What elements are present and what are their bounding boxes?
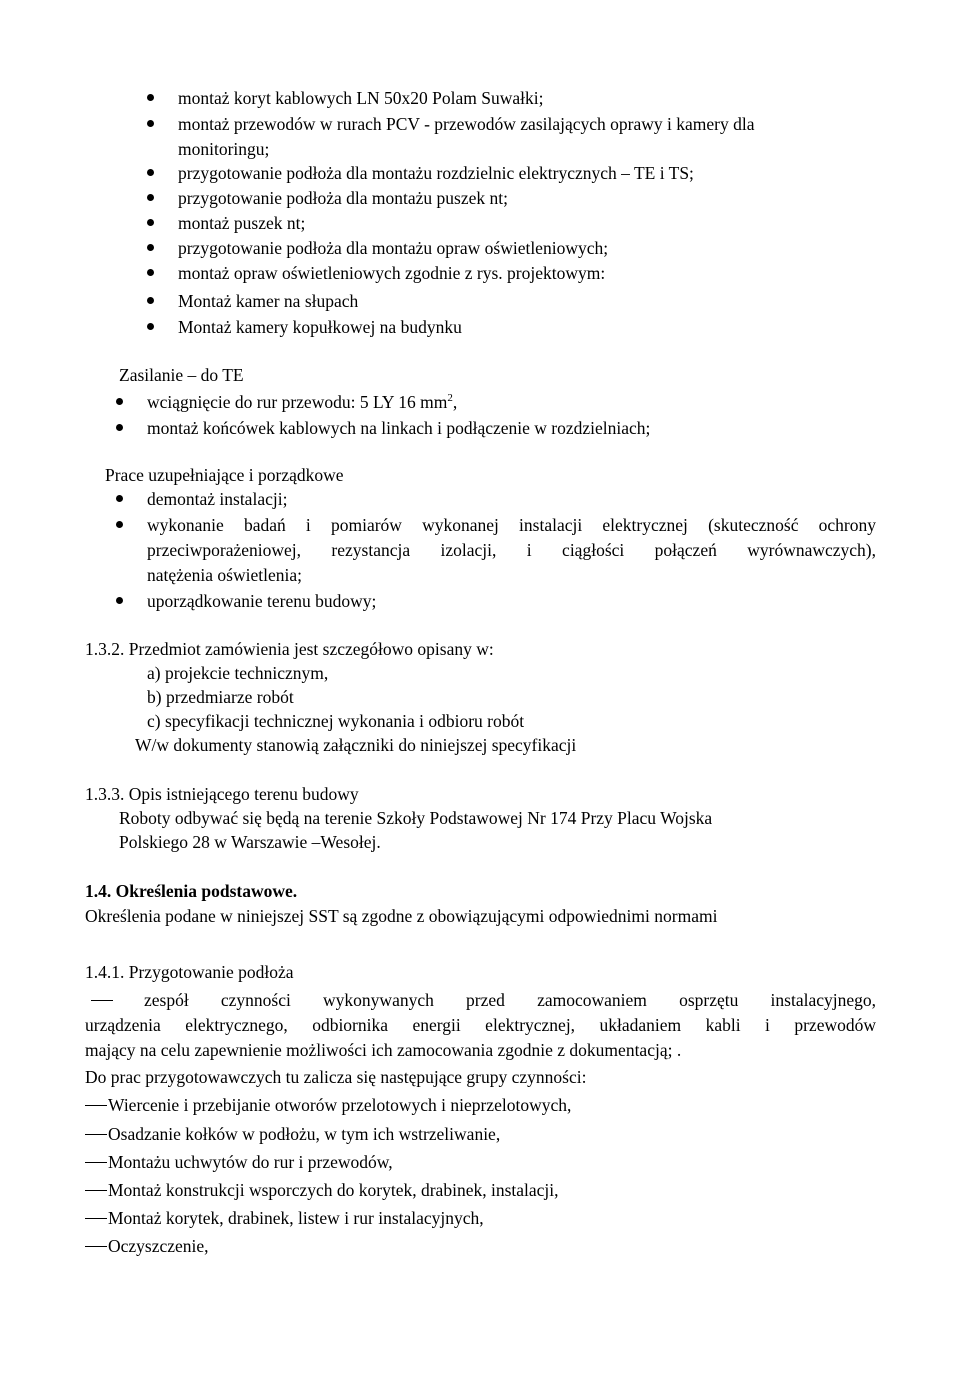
bullet-icon <box>147 244 154 251</box>
list-item: montaż końcówek kablowych na linkach i podłączenie w rozdzielniach; <box>147 418 651 438</box>
list-item: Montaż kamery kopułkowej na budynku <box>178 317 462 337</box>
list-item: c) specyfikacji technicznej wykonania i odbioru robót <box>147 711 525 731</box>
bullet-icon <box>147 169 154 176</box>
list-item: Wiercenie i przebijanie otworów przelotowych i nieprzelotowych, <box>108 1095 572 1115</box>
list-item: Montaż konstrukcji wsporczych do korytek, drabinek, instalacji, <box>108 1180 559 1200</box>
dash-icon <box>85 1190 107 1191</box>
list-item: przygotowanie podłoża dla montażu opraw oświetleniowych; <box>178 238 609 258</box>
list-item: wykonanie badań i pomiarów wykonanej instalacji elektrycznej (skuteczność ochrony <box>147 515 876 535</box>
list-item: przygotowanie podłoża dla montażu rozdzielnic elektrycznych – TE i TS; <box>178 163 694 183</box>
note-text: W/w dokumenty stanowią załączniki do niniejszej specyfikacji <box>135 735 577 755</box>
bullet-icon <box>147 269 154 276</box>
list-item: montaż koryt kablowych LN 50x20 Polam Suwałki; <box>178 88 544 108</box>
dash-icon <box>85 1246 107 1247</box>
list-item: b) przedmiarze robót <box>147 687 294 707</box>
bullet-icon <box>147 94 154 101</box>
list-item: Osadzanie kołków w podłożu, w tym ich wstrzeliwanie, <box>108 1124 501 1144</box>
list-item: demontaż instalacji; <box>147 489 288 509</box>
dash-icon <box>85 1162 107 1163</box>
list-item: montaż przewodów w rurach PCV - przewodów zasilających oprawy i kamery dla <box>178 114 755 134</box>
list-item: Montaż korytek, drabinek, listew i rur instalacyjnych, <box>108 1208 484 1228</box>
section-heading-1-3-3: 1.3.3. Opis istniejącego terenu budowy <box>85 784 359 804</box>
list-item: wciągnięcie do rur przewodu: 5 LY 16 $mm^2$, <box>147 392 458 412</box>
dash-icon <box>85 1218 107 1219</box>
list-item: a) projekcie technicznym, <box>147 663 329 683</box>
dash-icon <box>85 1105 107 1106</box>
bullet-icon <box>116 495 123 502</box>
paragraph-line: mający na celu zapewnienie możliwości ich zamocowania zgodnie z dokumentacją; . <box>85 1040 682 1060</box>
paragraph-line: Polskiego 28 w Warszawie –Wesołej. <box>119 832 381 852</box>
list-item: uporządkowanie terenu budowy; <box>147 591 377 611</box>
paragraph-line: Określenia podane w niniejszej SST są zgodne z obowiązującymi odpowiednimi normami <box>85 906 718 926</box>
list-item-continuation: przeciwporażeniowej, rezystancja izolacji, i ciągłości połączeń wyrównawczych), <box>147 540 876 560</box>
list-item: montaż puszek nt; <box>178 213 306 233</box>
bullet-icon <box>147 219 154 226</box>
paragraph-line: urządzenia elektrycznego, odbiornika energii elektrycznej, układaniem kabli i przewodów <box>85 1015 876 1035</box>
section-heading-zasilanie: Zasilanie – do TE <box>119 365 244 385</box>
section-heading-1-4-1: 1.4.1. Przygotowanie podłoża <box>85 962 294 982</box>
list-item: montaż opraw oświetleniowych zgodnie z rys. projektowym: <box>178 263 606 283</box>
bullet-icon <box>147 194 154 201</box>
list-item: Oczyszczenie, <box>108 1236 209 1256</box>
list-item: Montażu uchwytów do rur i przewodów, <box>108 1152 393 1172</box>
bullet-icon <box>147 297 154 304</box>
section-heading-prace: Prace uzupełniające i porządkowe <box>105 465 344 485</box>
paragraph-line: zespół czynności wykonywanych przed zamocowaniem osprzętu instalacyjnego, <box>144 990 876 1010</box>
bullet-icon <box>116 521 123 528</box>
bullet-icon <box>116 597 123 604</box>
dash-icon <box>85 1134 107 1135</box>
paragraph-line: Roboty odbywać się będą na terenie Szkoły Podstawowej Nr 174 Przy Placu Wojska <box>119 808 713 828</box>
list-item: przygotowanie podłoża dla montażu puszek nt; <box>178 188 508 208</box>
bullet-icon <box>147 323 154 330</box>
list-item-continuation: natężenia oświetlenia; <box>147 565 302 585</box>
paragraph-line: Do prac przygotowawczych tu zalicza się następujące grupy czynności: <box>85 1067 587 1087</box>
bullet-icon <box>116 424 123 431</box>
bullet-icon <box>116 398 123 405</box>
list-item-continuation: monitoringu; <box>178 139 270 159</box>
section-heading-1-4: 1.4. Określenia podstawowe. <box>85 881 298 901</box>
bullet-icon <box>147 120 154 127</box>
list-item: Montaż kamer na słupach <box>178 291 359 311</box>
dash-icon <box>91 1000 113 1001</box>
section-heading-1-3-2: 1.3.2. Przedmiot zamówienia jest szczegółowo opisany w: <box>85 639 494 659</box>
